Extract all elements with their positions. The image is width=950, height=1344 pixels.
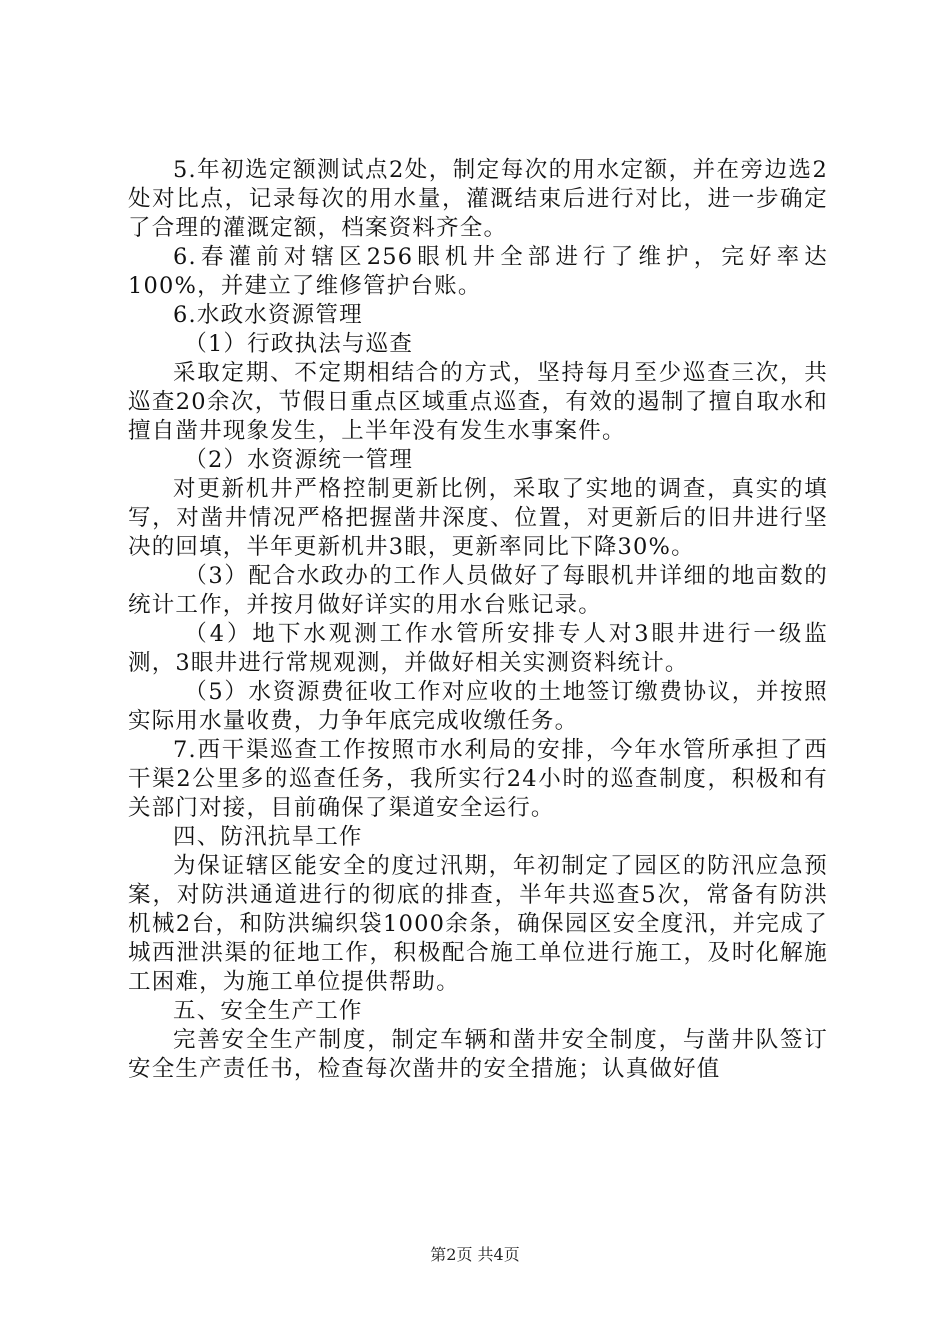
heading-water-administration: 6.水政水资源管理 — [173, 302, 363, 328]
paragraph-flood-control: 为保证辖区能安全的度过汛期，年初制定了园区的防汛应急预案，对防洪通道进行的彻底的排查，半年共巡查5次，常备有防洪机械2台，和防洪编织袋1000余条，确保园区安全度汛，并完成了城西泄洪渠的征地工作，积极配合施工单位进行施工，及时化解施工困难，为施工单位提供帮助。 — [128, 853, 828, 995]
heading-flood-control: 四、防汛抗旱工作 — [173, 824, 363, 850]
subheading-law-enforcement: （1）行政执法与巡查 — [184, 331, 414, 357]
paragraph-west-canal: 7.西干渠巡查工作按照市水利局的安排，今年水管所承担了西干渠2公里多的巡查任务，我所实行24小时的巡查制度，积极和有关部门对接，目前确保了渠道安全运行。 — [128, 737, 828, 821]
paragraph-well-renewal: 对更新机井严格控制更新比例，采取了实地的调查，真实的填写，对凿井情况严格把握凿井深度、位置，对更新后的旧井进行坚决的回填，半年更新机井3眼，更新率同比下降30%。 — [128, 476, 828, 560]
paragraph-groundwater-monitoring: （4）地下水观测工作水管所安排专人对3眼井进行一级监测，3眼井进行常规观测，并做好相关实测资料统计。 — [128, 621, 828, 676]
paragraph-safety-production: 完善安全生产制度，制定车辆和凿井安全制度，与凿井队签订安全生产责任书，检查每次凿井的安全措施；认真做好值 — [128, 1027, 828, 1082]
page-number-footer: 第2页 共4页 — [430, 1245, 520, 1264]
paragraph-patrol: 采取定期、不定期相结合的方式，坚持每月至少巡查三次，共巡查20余次，节假日重点区域重点巡查，有效的遏制了擅自取水和擅自凿井现象发生，上半年没有发生水事案件。 — [128, 360, 828, 444]
paragraph-well-maintenance: 6.春灌前对辖区256眼机井全部进行了维护，完好率达100%，并建立了维修管护台账。 — [128, 244, 828, 299]
paragraph-quota-test: 5.年初选定额测试点2处，制定每次的用水定额，并在旁边选2处对比点，记录每次的用水量，灌溉结束后进行对比，进一步确定了合理的灌溉定额，档案资料齐全。 — [128, 157, 828, 241]
heading-safety-production: 五、安全生产工作 — [173, 998, 363, 1024]
paragraph-statistics: （3）配合水政办的工作人员做好了每眼机井详细的地亩数的统计工作，并按月做好详实的用水台账记录。 — [128, 563, 828, 618]
document-body — [128, 156, 828, 1084]
paragraph-fee-collection: （5）水资源费征收工作对应收的土地签订缴费协议，并按照实际用水量收费，力争年底完成收缴任务。 — [128, 679, 828, 734]
subheading-unified-management: （2）水资源统一管理 — [184, 447, 414, 473]
